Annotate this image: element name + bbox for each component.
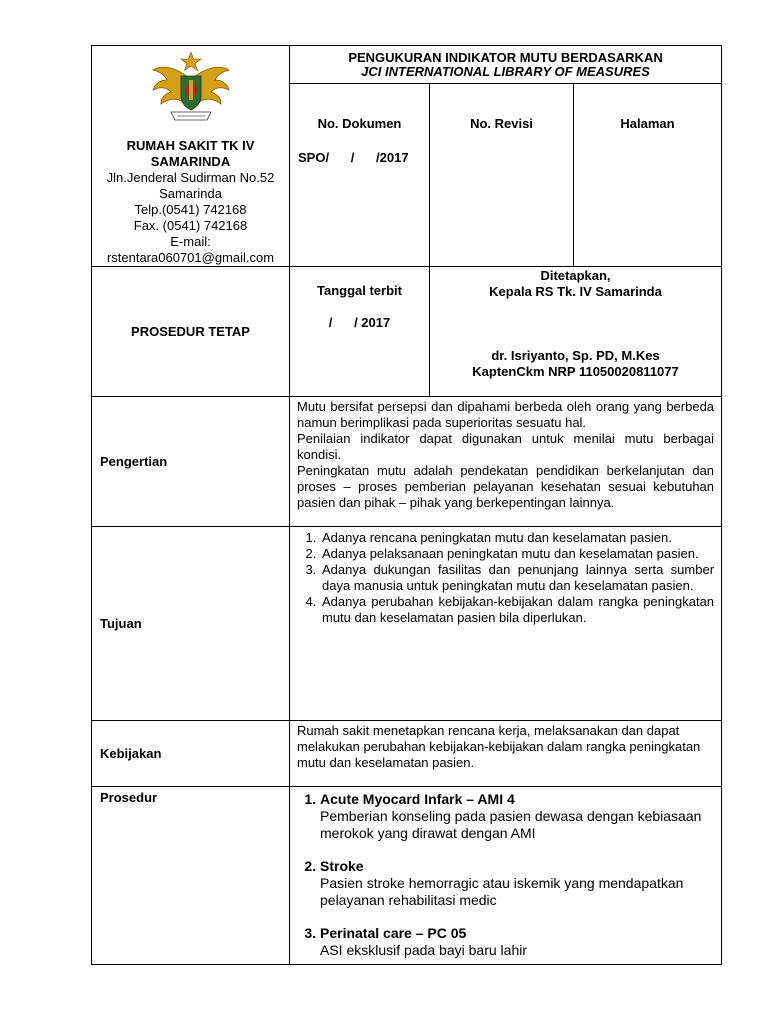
tujuan-item: 1. Adanya rencana peningkatan mutu dan keselamatan pasien. [320, 530, 714, 546]
document-title-line1: PENGUKURAN INDIKATOR MUTU BERDASARKAN [348, 50, 663, 65]
prosedur-item-title: Perinatal care – PC 05 [320, 925, 467, 941]
prosedur-item [320, 925, 714, 959]
address-line: Jln.Jenderal Sudirman No.52 [106, 170, 275, 185]
prosedur-label: Prosedur [100, 790, 158, 805]
approval-cell [430, 267, 722, 397]
kebijakan-label-cell [92, 721, 290, 787]
approval-label: Ditetapkan, [540, 268, 611, 283]
signer-rank: KaptenCkm NRP 11050020811077 [472, 364, 679, 379]
prosedur-item [320, 858, 714, 909]
prosedur-item-title: Acute Myocard Infark – AMI 4 [320, 791, 515, 807]
pengertian-text [290, 397, 721, 511]
address-line: Samarinda [159, 186, 222, 201]
kebijakan-content-cell [290, 721, 722, 787]
tujuan-list [290, 530, 721, 626]
phone-line: Telp.(0541) 742168 [134, 202, 247, 217]
prosedur-item [320, 791, 714, 842]
signer-name: dr. Isriyanto, Sp. PD, M.Kes [491, 348, 660, 363]
protap-label: PROSEDUR TETAP [131, 323, 250, 339]
pengertian-paragraph: Mutu bersifat persepsi dan dipahami berbeda oleh orang yang berbeda namun berimplikasi pada superioritas sesuatu hal. [297, 399, 715, 430]
tujuan-item: 2. Adanya pelaksanaan peningkatan mutu dan keselamatan pasien. [320, 546, 714, 562]
document-number-cell [290, 84, 430, 267]
issue-date-value: / / 2017 [328, 315, 391, 330]
kebijakan-text: Rumah sakit menetapkan rencana kerja, melaksanakan dan dapat melakukan perubahan kebijakan-kebijakan dalam rangka peningkatan mutu dan keselamatan pasien. [297, 723, 701, 770]
prosedur-item-title: Stroke [320, 858, 364, 874]
prosedur-item-desc: Pasien stroke hemorragic atau iskemik yang mendapatkan pelayanan rehabilitasi medic [320, 875, 684, 908]
tujuan-label-cell [92, 527, 290, 721]
hospital-address [92, 170, 289, 266]
tujuan-item: 4. Adanya perubahan kebijakan-kebijakan dalam rangka peningkatan mutu dan keselamatan pasien bila diperlukan. [320, 594, 714, 626]
document-number-label: No. Dokumen [317, 116, 402, 132]
prosedur-label-cell [92, 787, 290, 965]
pengertian-paragraph: Penilaian indikator dapat digunakan untuk menilai mutu berbagai kondisi. [297, 431, 715, 462]
approval-position: Kepala RS Tk. IV Samarinda [489, 284, 662, 299]
revision-cell [430, 84, 574, 267]
pengertian-content-cell [290, 397, 722, 527]
email-address: rstentara060701@gmail.com [106, 250, 275, 265]
prosedur-list [290, 787, 721, 959]
document-title-cell [290, 46, 722, 84]
kebijakan-label: Kebijakan [100, 745, 162, 761]
tujuan-label: Tujuan [100, 615, 142, 631]
document-title-line2: JCI INTERNATIONAL LIBRARY OF MEASURES [361, 64, 650, 79]
pengertian-paragraph: Peningkatan mutu adalah pendekatan pendidikan berkelanjutan dan proses – proses pemberian pelayanan kesehatan sesuai kebutuhan pasien dan pihak – pihak yang berkepentingan lainnya. [297, 463, 715, 510]
issue-date-cell [290, 267, 430, 397]
prosedur-item-desc: ASI eksklusif pada bayi baru lahir [320, 942, 527, 958]
pengertian-label: Pengertian [100, 453, 168, 469]
revision-label: No. Revisi [470, 116, 533, 132]
fax-line: Fax. (0541) 742168 [133, 218, 248, 233]
hospital-name: RUMAH SAKIT TK IV SAMARINDA [126, 138, 255, 169]
hospital-info-cell [92, 46, 290, 267]
spo-document-table [91, 45, 722, 965]
pengertian-label-cell [92, 397, 290, 527]
tujuan-item: 3. Adanya dukungan fasilitas dan penunjang lainnya serta sumber daya manusia untuk peningkatan mutu dan keselamatan pasien. [320, 562, 714, 594]
document-number-value: SPO/ / /2017 [298, 150, 409, 166]
hospital-emblem-logo [149, 50, 233, 128]
protap-label-cell [92, 267, 290, 397]
prosedur-item-desc: Pemberian konseling pada pasien dewasa dengan kebiasaan merokok yang dirawat dengan AMI [320, 808, 702, 841]
email-label: E-mail: [170, 234, 211, 249]
issue-date-label: Tanggal terbit [317, 283, 402, 298]
page-label: Halaman [620, 116, 675, 132]
tujuan-content-cell [290, 527, 722, 721]
prosedur-content-cell [290, 787, 722, 965]
page-cell [574, 84, 722, 267]
